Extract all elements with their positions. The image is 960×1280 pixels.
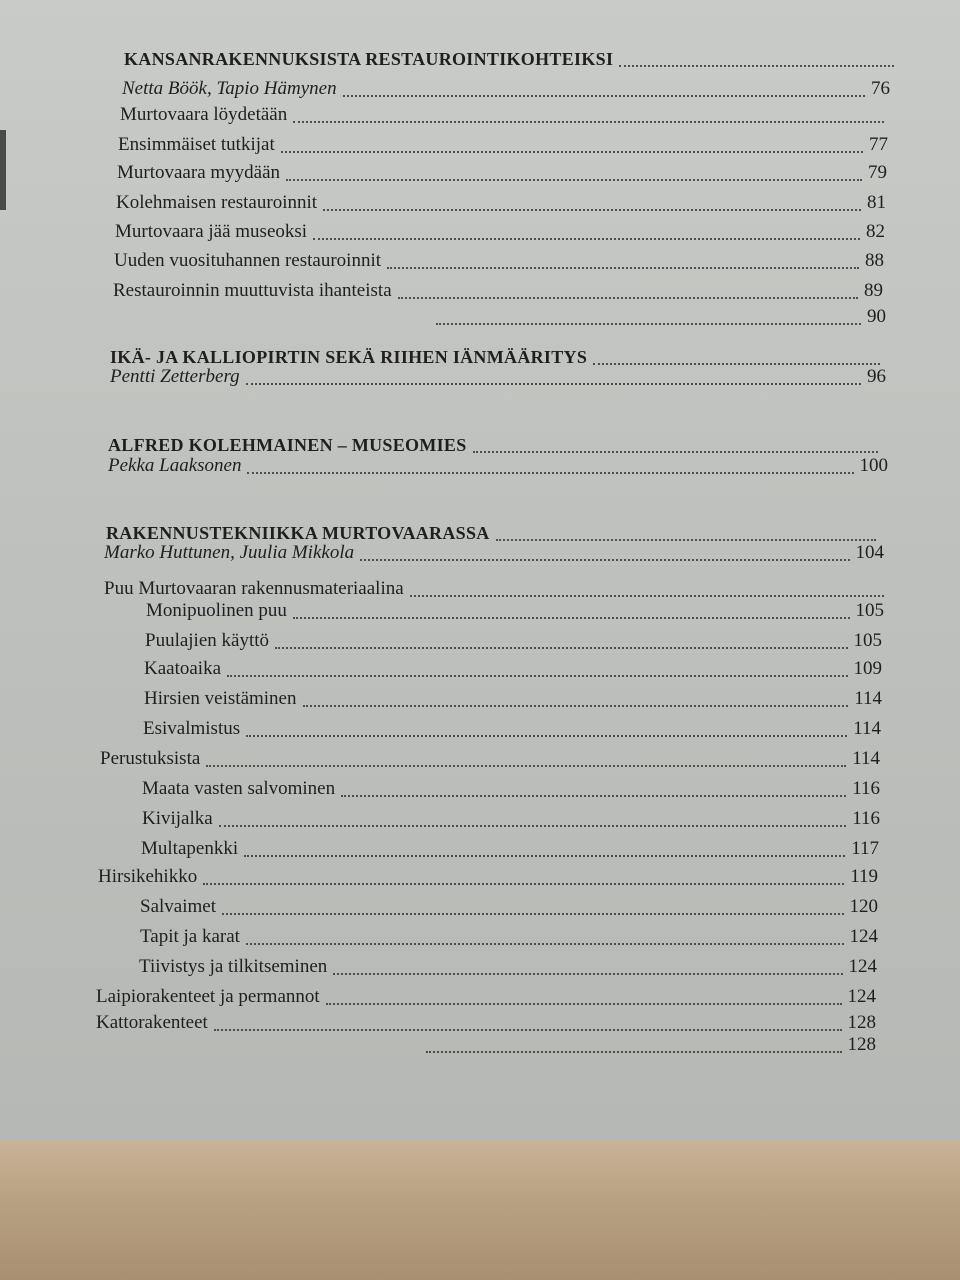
dot-leader (387, 265, 859, 269)
dot-leader (341, 793, 846, 797)
dot-leader (206, 763, 846, 767)
toc-page-number: 105 (855, 600, 884, 621)
toc-item (118, 134, 888, 156)
toc-item-label: Hirsikehikko (98, 866, 198, 887)
toc-item-label: Perustuksista (100, 748, 201, 769)
toc-authors (104, 542, 884, 564)
toc-item (98, 866, 878, 888)
toc-item (120, 104, 890, 126)
toc-item (96, 1012, 876, 1034)
dot-leader (323, 207, 861, 211)
dot-leader (326, 1001, 842, 1005)
toc-item-label: Maata vasten salvominen (142, 778, 336, 799)
dot-leader (343, 93, 865, 97)
dot-leader (286, 177, 862, 181)
toc-item-label: Tapit ja karat (140, 926, 240, 947)
dot-leader (281, 149, 863, 153)
dot-leader (244, 853, 845, 857)
toc-authors-label: Netta Böök, Tapio Hämynen (122, 78, 337, 99)
toc-page-number: 124 (847, 986, 876, 1007)
dot-leader (496, 537, 876, 541)
dot-leader (227, 673, 847, 677)
dot-leader (593, 361, 880, 365)
toc-item (144, 688, 882, 710)
toc-item-label: Multapenkki (141, 838, 239, 859)
toc-item (146, 600, 884, 622)
toc-authors (108, 455, 888, 477)
dot-leader (426, 1049, 842, 1053)
toc-page-number: 124 (848, 956, 877, 977)
toc-item-label: Tiivistys ja tilkitseminen (139, 956, 328, 977)
dot-leader (214, 1027, 842, 1031)
dot-leader (293, 615, 850, 619)
dot-leader (222, 911, 844, 915)
toc-authors-label: Pekka Laaksonen (108, 455, 242, 476)
toc-heading-label: ALFRED KOLEHMAINEN – MUSEOMIES (108, 435, 467, 455)
toc-item (114, 250, 884, 272)
toc-page-number: 128 (847, 1012, 876, 1033)
toc-heading (124, 48, 894, 70)
toc-item-label: Murtovaara löydetään (120, 104, 288, 125)
toc-authors (122, 78, 890, 100)
toc-item (142, 778, 880, 800)
dot-leader (313, 236, 860, 240)
toc-page-number: 114 (852, 748, 880, 769)
toc-heading (108, 434, 878, 456)
toc-page-number: 124 (849, 926, 878, 947)
toc-page-number: 82 (866, 221, 885, 242)
toc-item (143, 718, 881, 740)
toc-page-number: 116 (852, 778, 880, 799)
toc-page-number: 128 (847, 1034, 876, 1055)
toc-item (113, 280, 883, 302)
toc-page-number: 116 (852, 808, 880, 829)
toc-item-label: Esivalmistus (143, 718, 241, 739)
toc-item-label: Restauroinnin muuttuvista ihanteista (113, 280, 392, 301)
toc-page-number: 90 (867, 306, 886, 327)
toc-page-number: 114 (854, 688, 882, 709)
toc-authors-label: Pentti Zetterberg (110, 366, 240, 387)
toc-page-number: 96 (867, 366, 886, 387)
toc-item-label: Kattorakenteet (96, 1012, 208, 1033)
toc-item (140, 896, 878, 918)
toc-item-label: Murtovaara jää museoksi (115, 221, 308, 242)
wooden-table-surface (0, 1140, 960, 1280)
toc-page-number: 109 (853, 658, 882, 679)
toc-page-number: 88 (865, 250, 884, 271)
toc-heading (106, 522, 876, 544)
toc-item (96, 986, 876, 1008)
dot-leader (619, 63, 894, 67)
toc-heading-label: KANSANRAKENNUKSISTA RESTAUROINTIKOHTEIKSI (124, 49, 614, 69)
toc-item-label: Kaatoaika (144, 658, 222, 679)
page-edge-shadow (0, 130, 6, 210)
toc-item-label: Kivijalka (142, 808, 213, 829)
toc-item (139, 956, 877, 978)
toc-page-number: 76 (871, 78, 890, 99)
toc-item (142, 808, 880, 830)
toc-authors (110, 366, 886, 388)
toc-item-label: Ensimmäiset tutkijat (118, 134, 275, 155)
toc-item (144, 658, 882, 680)
dot-leader (246, 941, 844, 945)
dot-leader (398, 295, 858, 299)
toc-item (145, 630, 882, 652)
toc-item (100, 748, 880, 770)
toc-page-number: 114 (853, 718, 881, 739)
table-of-contents (96, 0, 896, 1100)
dot-leader (203, 881, 844, 885)
dot-leader (473, 449, 878, 453)
dot-leader (246, 381, 861, 385)
toc-page-number: 119 (850, 866, 878, 887)
toc-heading-label: IKÄ- JA KALLIOPIRTIN SEKÄ RIIHEN IÄNMÄÄRITYS (110, 347, 588, 367)
dot-leader (219, 823, 847, 827)
dot-leader (303, 703, 849, 707)
toc-item-label: Puu Murtovaaran rakennusmateriaalina (104, 578, 404, 599)
toc-item (116, 192, 886, 214)
toc-item (436, 306, 886, 328)
toc-item (426, 1034, 876, 1056)
toc-item-label: Monipuolinen puu (146, 600, 287, 621)
toc-page-number: 81 (867, 192, 886, 213)
dot-leader (293, 119, 884, 123)
toc-item (141, 838, 879, 860)
toc-item (104, 578, 884, 600)
toc-heading (110, 346, 880, 368)
toc-item-label: Kolehmaisen restauroinnit (116, 192, 318, 213)
toc-item (117, 162, 887, 184)
toc-page-number: 117 (851, 838, 879, 859)
toc-page-number: 79 (868, 162, 887, 183)
toc-item-label: Laipiorakenteet ja permannot (96, 986, 320, 1007)
toc-page-number: 104 (855, 542, 884, 563)
dot-leader (333, 971, 842, 975)
toc-item-label: Uuden vuosituhannen restauroinnit (114, 250, 382, 271)
dot-leader (275, 645, 847, 649)
dot-leader (410, 593, 884, 597)
toc-page-number: 120 (849, 896, 878, 917)
toc-item (140, 926, 878, 948)
toc-item-label: Puulajien käyttö (145, 630, 270, 651)
toc-item-label: Hirsien veistäminen (144, 688, 297, 709)
toc-page-number: 89 (864, 280, 883, 301)
toc-page-number: 100 (859, 455, 888, 476)
toc-item (115, 221, 885, 243)
toc-authors-label: Marko Huttunen, Juulia Mikkola (104, 542, 355, 563)
toc-item-label: Salvaimet (140, 896, 216, 917)
dot-leader (436, 321, 861, 325)
dot-leader (247, 470, 853, 474)
toc-item-label: Murtovaara myydään (117, 162, 281, 183)
toc-heading-label: RAKENNUSTEKNIIKKA MURTOVAARASSA (106, 523, 490, 543)
dot-leader (246, 733, 847, 737)
toc-page-number: 105 (853, 630, 882, 651)
dot-leader (360, 557, 849, 561)
toc-page-number: 77 (869, 134, 888, 155)
